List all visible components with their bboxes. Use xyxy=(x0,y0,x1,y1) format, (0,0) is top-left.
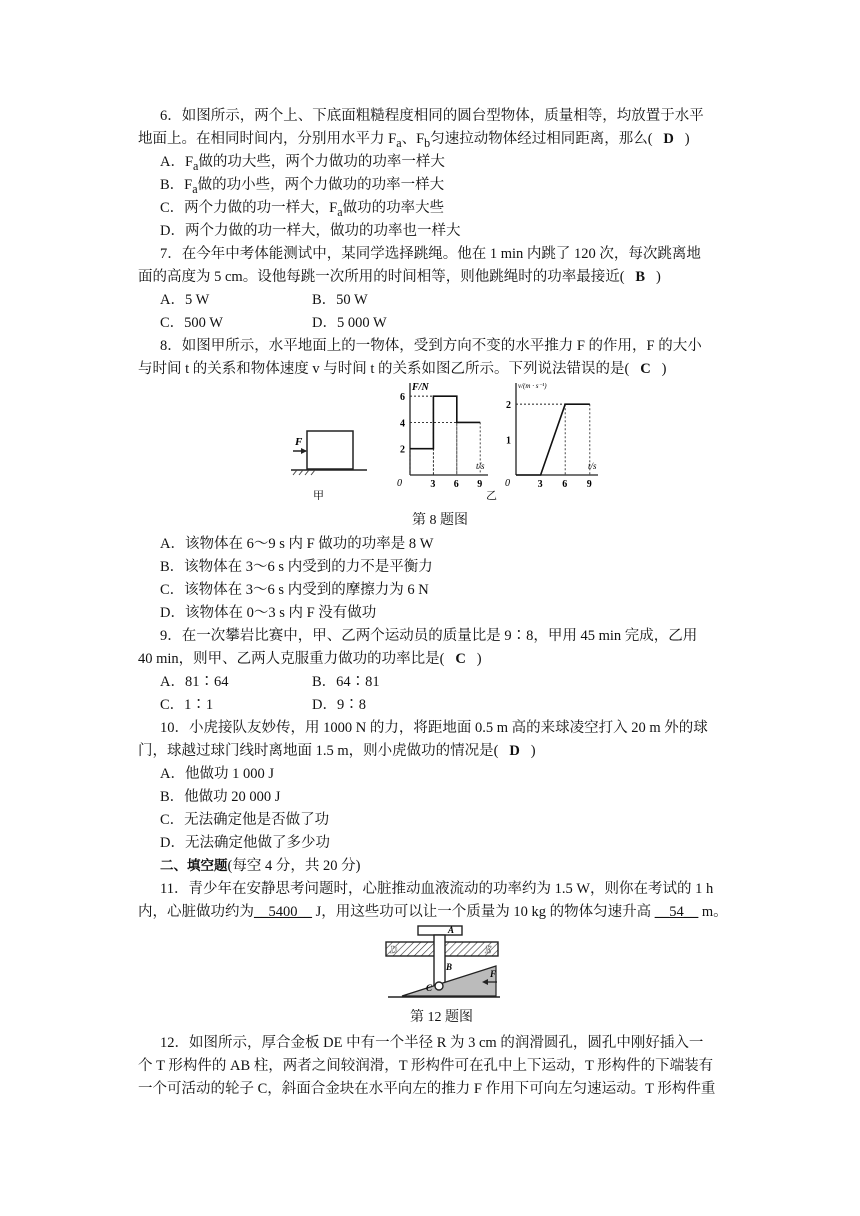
x-tick-label: 6 xyxy=(453,479,459,488)
q12-stem-line1: 12．如图所示，厚合金板 DE 中有一个半径 R 为 3 cm 的润滑圆孔，圆孔中刚好插入一 xyxy=(160,1035,704,1051)
q10-close: ) xyxy=(530,743,536,759)
fig-label-yi: 乙 xyxy=(486,489,497,502)
q10-option-c: C．无法确定他是否做了功 xyxy=(160,812,330,828)
q9-option-c: C．1∶1 xyxy=(160,697,214,713)
q11-stem-pre: 内，心脏做功约为 xyxy=(138,904,254,920)
q6-option-a xyxy=(160,152,445,176)
q6-stem-line1: 6．如图所示，两个上、下底面粗糙程度相同的圆台型物体，质量相等，均放置于水平 xyxy=(160,108,704,124)
q8-answer: C xyxy=(640,361,651,377)
q7-stem-line2 xyxy=(138,267,661,287)
y-axis-label: v/(m · s⁻¹) xyxy=(518,382,547,390)
q8-figure-caption: 第 8 题图 xyxy=(412,513,468,528)
label-f: F xyxy=(490,969,497,979)
force-arrowhead xyxy=(301,448,307,454)
x-tick-label: 3 xyxy=(430,479,436,488)
q9-option-a: A．81∶64 xyxy=(160,674,229,690)
q11-stem-mid: J，用这些功可以让一个质量为 10 kg 的物体匀速升高 xyxy=(315,904,652,920)
q7-stem-text: 面的高度为 5 cm。设他每跳一次所用的时间相等，则他跳绳时的功率最接近( xyxy=(138,269,625,285)
q9-stem-line2 xyxy=(138,649,482,669)
q9-stem-line1: 9．在一次攀岩比赛中，甲、乙两个运动员的质量比是 9∶8，甲用 45 min 完成，乙用 xyxy=(160,628,698,644)
q6-stem-line2 xyxy=(138,129,690,153)
origin-label: 0 xyxy=(397,478,402,488)
series-line xyxy=(516,404,590,475)
q10-option-d: D．无法确定他做了多少功 xyxy=(160,835,330,851)
q8-close: ) xyxy=(661,361,667,377)
pillar-ab xyxy=(434,935,445,985)
section-heading xyxy=(160,856,360,876)
q6-opt-c-pre: C．两个力做的功一样大，F xyxy=(160,200,338,216)
q12-stem-line2: 个 T 形构件的 AB 柱，两者之间较润滑，T 形构件可在孔中上下运动，T 形构件的下端装有 xyxy=(138,1058,714,1074)
q11-stem-line1: 11．青少年在安静思考问题时，心脏推动血液流动的功率约为 1.5 W，则你在考试的 1 h xyxy=(160,881,714,897)
q11-blank-1: __5400__ xyxy=(254,904,312,920)
q6-opt-b-sub: a xyxy=(192,181,198,196)
q6-opt-a-pre: A．F xyxy=(160,154,194,170)
q6-close: ) xyxy=(684,131,690,147)
q6-option-d: D．两个力做的功一样大，做功的功率也一样大 xyxy=(160,223,461,239)
q6-opt-c-post: 做功的功率大些 xyxy=(342,200,445,216)
x-tick-label: 9 xyxy=(477,479,483,488)
q10-option-b: B．他做功 20 000 J xyxy=(160,789,281,805)
q10-stem-line1: 10．小虎接队友妙传，用 1000 N 的力，将距地面 0.5 m 高的来球凌空打入 20 m 外的球 xyxy=(160,720,708,736)
section-note: (每空 4 分，共 20 分) xyxy=(227,858,361,874)
q7-answer: B xyxy=(635,269,646,285)
q6-answer: D xyxy=(663,131,674,147)
q12-figure xyxy=(384,922,504,1002)
q6-stem-pre: 地面上。在相同时间内，分别用水平力 F xyxy=(138,131,397,147)
series-line xyxy=(410,396,480,449)
q10-answer: D xyxy=(509,743,520,759)
q8-figure-jia xyxy=(285,378,385,500)
label-d: D xyxy=(390,945,398,956)
x-axis-label: t/s xyxy=(476,461,485,471)
q10-stem-line2 xyxy=(138,741,536,761)
q8-force-time-graph xyxy=(392,378,492,488)
q8-velocity-time-graph xyxy=(502,378,602,488)
force-label: F xyxy=(295,436,303,448)
q7-option-b: B．50 W xyxy=(312,292,368,308)
y-tick-label: 4 xyxy=(400,418,405,430)
q8-stem-line1: 8．如图甲所示，水平地面上的一物体，受到方向不变的水平推力 F 的作用，F 的大小 xyxy=(160,338,702,354)
t-crossbar xyxy=(418,926,462,935)
q9-option-d: D．9∶8 xyxy=(312,697,366,713)
q11-stem-post: m。 xyxy=(701,904,728,920)
y-tick-label: 2 xyxy=(506,400,511,412)
q7-option-c: C．500 W xyxy=(160,315,223,331)
y-tick-label: 1 xyxy=(506,435,511,447)
fig-label-jia: 甲 xyxy=(313,489,324,500)
q6-opt-b-pre: B．F xyxy=(160,177,193,193)
label-a: A xyxy=(448,925,455,935)
q6-opt-b-post: 做的功小些，两个力做功的功率一样大 xyxy=(197,177,445,193)
x-tick-label: 9 xyxy=(586,479,592,488)
q6-option-b xyxy=(160,175,444,199)
x-tick-label: 3 xyxy=(537,479,543,488)
q7-option-a: A．5 W xyxy=(160,292,210,308)
q9-stem-text: 40 min，则甲、乙两人克服重力做功的功率比是( xyxy=(138,651,445,667)
block-diagram xyxy=(307,431,353,469)
q8-stem-text: 与时间 t 的关系和物体速度 v 与时间 t 的关系如图乙所示。下列说法错误的是( xyxy=(138,361,630,377)
q10-option-a: A．他做功 1 000 J xyxy=(160,766,274,782)
q11-blank-2: __54__ xyxy=(654,904,699,920)
x-tick-label: 6 xyxy=(562,479,568,488)
q6-stem-post: 匀速拉动物体经过相同距离，那么( xyxy=(430,131,653,147)
y-tick-label: 2 xyxy=(400,444,405,456)
label-b: B xyxy=(446,962,453,972)
q11-stem-line2 xyxy=(138,902,728,922)
label-c: C xyxy=(426,983,433,993)
q9-close: ) xyxy=(476,651,482,667)
q8-option-c: C．该物体在 3～6 s 内受到的摩擦力为 6 N xyxy=(160,582,429,598)
q6-sub-a: a xyxy=(396,135,402,150)
q6-option-c xyxy=(160,198,444,222)
q8-option-d: D．该物体在 0～3 s 内 F 没有做功 xyxy=(160,605,377,621)
q12-figure-caption: 第 12 题图 xyxy=(410,1010,473,1025)
q10-stem-text: 门，球越过球门线时离地面 1.5 m，则小虎做功的情况是( xyxy=(138,743,499,759)
q6-opt-c-sub: a xyxy=(337,204,343,219)
q8-stem-line2 xyxy=(138,359,666,379)
y-tick-label: 6 xyxy=(400,392,405,404)
q8-option-a: A．该物体在 6～9 s 内 F 做功的功率是 8 W xyxy=(160,536,434,552)
q6-sub-b: b xyxy=(424,135,431,150)
q9-answer: C xyxy=(455,651,466,667)
q7-stem-line1: 7．在今年中考体能测试中，某同学选择跳绳。他在 1 min 内跳了 120 次，每次跳离地 xyxy=(160,246,701,262)
x-axis-label: t/s xyxy=(588,461,597,471)
origin-label: 0 xyxy=(505,478,510,488)
q8-option-b: B．该物体在 3～6 s 内受到的力不是平衡力 xyxy=(160,559,433,575)
y-axis-label: F/N xyxy=(412,382,429,393)
label-e: E xyxy=(485,945,492,956)
q6-opt-a-sub: a xyxy=(193,158,199,173)
q6-stem-mid: 、F xyxy=(401,131,425,147)
q6-opt-a-post: 做的功大些，两个力做功的功率一样大 xyxy=(198,154,445,170)
q7-close: ) xyxy=(655,269,661,285)
q7-option-d: D．5 000 W xyxy=(312,315,387,331)
q9-option-b: B．64∶81 xyxy=(312,674,380,690)
wheel-c xyxy=(435,982,443,990)
q12-stem-line3: 一个可活动的轮子 C，斜面合金块在水平向左的推力 F 作用下可向左匀速运动。T 形构件重 xyxy=(138,1081,716,1097)
section-title: 二、填空题 xyxy=(160,858,228,874)
